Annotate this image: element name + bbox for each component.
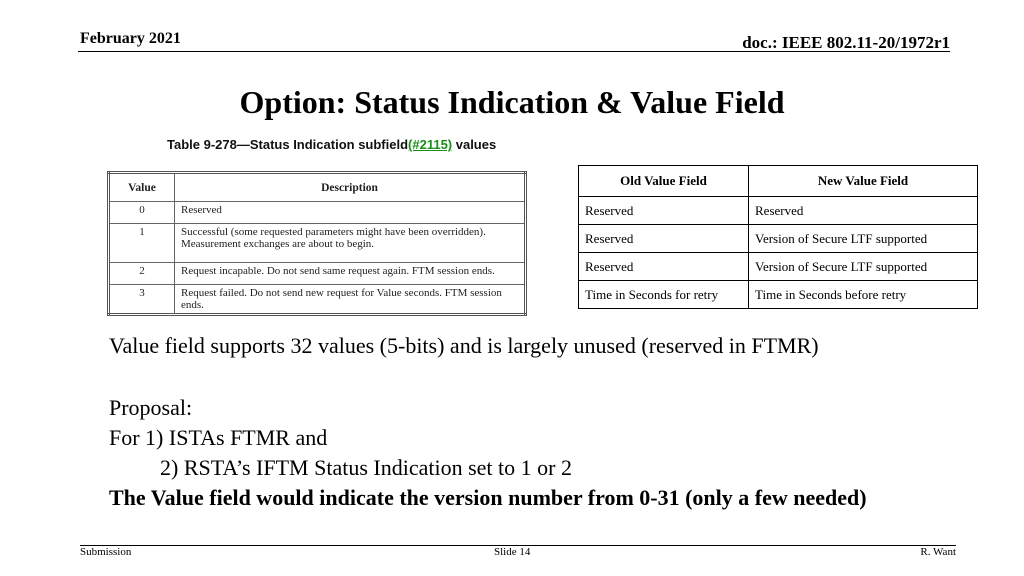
table-row <box>109 263 526 285</box>
cell-old: Reserved <box>579 225 749 253</box>
table-row <box>109 285 526 315</box>
body-line-conclusion: The Value field would indicate the version number from 0-31 (only a few needed) <box>109 485 867 510</box>
value-field-comparison-table <box>578 165 978 309</box>
table-row <box>579 197 978 225</box>
status-indication-table <box>107 171 527 316</box>
cell-description: Successful (some requested parameters might have been overridden). Measurement exchanges are about to begin. <box>175 224 526 263</box>
cell-value: 0 <box>109 202 175 224</box>
cell-new: Time in Seconds before retry <box>749 281 978 309</box>
body-line-rsta: 2) RSTA’s IFTM Status Indication set to 1 or 2 <box>160 455 572 480</box>
caption-suffix: values <box>452 137 497 152</box>
table-row <box>579 281 978 309</box>
cell-description: Reserved <box>175 202 526 224</box>
cell-old: Reserved <box>579 197 749 225</box>
column-header-old: Old Value Field <box>579 166 749 197</box>
header-date: February 2021 <box>80 30 181 47</box>
footer-author: R. Want <box>920 546 956 558</box>
cell-description: Request failed. Do not send new request for Value seconds. FTM session ends. <box>175 285 526 315</box>
header-divider <box>78 51 950 52</box>
cell-new: Reserved <box>749 197 978 225</box>
cell-old: Reserved <box>579 253 749 281</box>
footer-submission: Submission <box>80 546 132 558</box>
cell-new: Version of Secure LTF supported <box>749 225 978 253</box>
table-row <box>579 225 978 253</box>
cell-value: 1 <box>109 224 175 263</box>
column-header-description: Description <box>175 173 526 202</box>
cell-value: 2 <box>109 263 175 285</box>
slide-title: Option: Status Indication & Value Field <box>239 84 785 120</box>
footer-slide-number: Slide 14 <box>494 546 531 558</box>
caption-text: Table 9-278—Status Indication subfield <box>167 137 409 152</box>
table-row <box>579 253 978 281</box>
column-header-value: Value <box>109 173 175 202</box>
table-row <box>109 224 526 263</box>
table-row <box>109 202 526 224</box>
cell-new: Version of Secure LTF supported <box>749 253 978 281</box>
cell-old: Time in Seconds for retry <box>579 281 749 309</box>
body-line-value-field: Value field supports 32 values (5-bits) and is largely unused (reserved in FTMR) <box>109 333 819 358</box>
cell-value: 3 <box>109 285 175 315</box>
body-line-proposal: Proposal: <box>109 395 193 420</box>
cell-description: Request incapable. Do not send same request again. FTM session ends. <box>175 263 526 285</box>
header-doc-id: doc.: IEEE 802.11-20/1972r1 <box>742 33 950 52</box>
body-line-istas: For 1) ISTAs FTMR and <box>109 425 328 450</box>
left-table-caption <box>167 137 496 152</box>
caption-link[interactable]: (#2115) <box>408 137 453 152</box>
column-header-new: New Value Field <box>749 166 978 197</box>
